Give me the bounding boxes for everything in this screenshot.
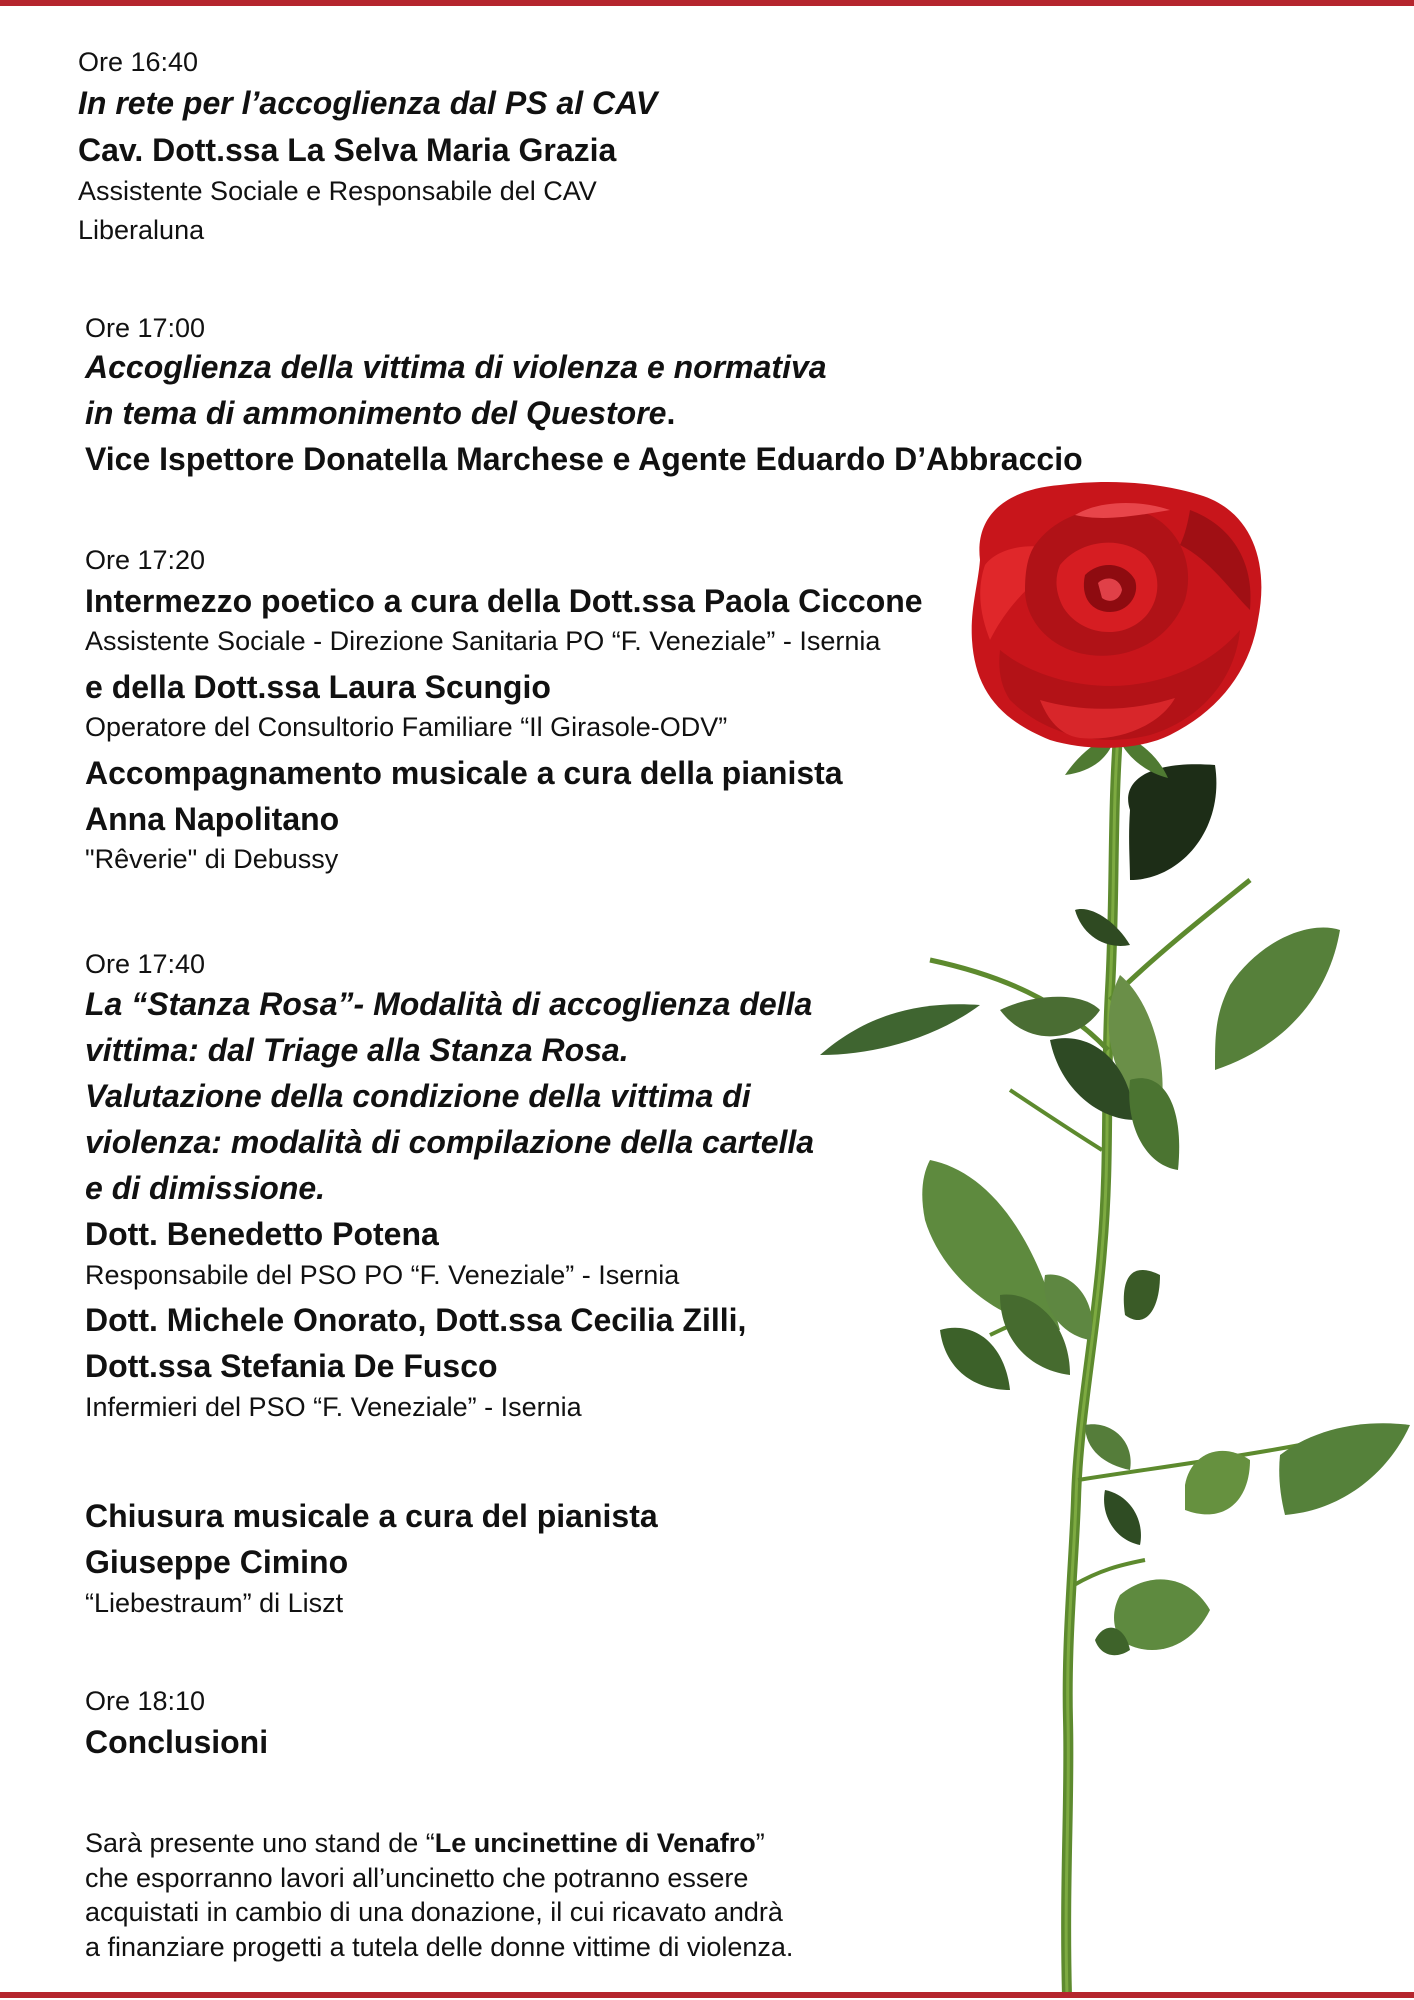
speaker-potena: Dott. Benedetto Potena: [85, 1216, 439, 1252]
pianist-napolitano: Anna Napolitano: [85, 801, 340, 837]
top-border: [0, 0, 1414, 6]
speakers-nurses-line2: Dott.ssa Stefania De Fusco: [85, 1348, 498, 1384]
speaker-role-nurses: Infermieri del PSO “F. Veneziale” - Isernia: [85, 1392, 582, 1422]
speaker-role-scungio: Operatore del Consultorio Familiare “Il Girasole-ODV”: [85, 712, 728, 742]
speakers-police: Vice Ispettore Donatella Marchese e Agente Eduardo D’Abbraccio: [85, 441, 1083, 477]
stand-line-1: [85, 1826, 793, 1861]
talk-title-1: In rete per l’accoglienza dal PS al CAV: [78, 85, 658, 121]
talk-title-4-line1: La “Stanza Rosa”- Modalità di accoglienza della: [85, 986, 813, 1022]
music-accompaniment: Accompagnamento musicale a cura della pianista: [85, 755, 843, 791]
time-1700: Ore 17:00: [85, 313, 206, 343]
time-1740: Ore 17:40: [85, 949, 206, 979]
speaker-la-selva: Cav. Dott.ssa La Selva Maria Grazia: [78, 132, 617, 168]
talk-title-2-line2: [85, 397, 675, 429]
conclusions-title: Conclusioni: [85, 1724, 269, 1760]
time-1810: Ore 18:10: [85, 1686, 206, 1716]
bottom-border: [0, 1992, 1414, 1998]
talk-title-2-line2-text: in tema di ammonimento del Questore: [85, 395, 667, 431]
time-1640: Ore 16:40: [78, 47, 199, 77]
talk-title-4-line5: e di dimissione.: [85, 1170, 326, 1206]
speakers-nurses-line1: Dott. Michele Onorato, Dott.ssa Cecilia Zilli,: [85, 1302, 747, 1338]
stand-line-3: acquistati in cambio di una donazione, il cui ricavato andrà: [85, 1897, 783, 1927]
stand-line-1-pre: Sarà presente uno stand de “: [85, 1828, 435, 1858]
stand-line-2: che esporranno lavori all’uncinetto che potranno essere: [85, 1862, 749, 1893]
talk-title-4-line4: violenza: modalità di compilazione della cartella: [85, 1124, 815, 1160]
music-closing: Chiusura musicale a cura del pianista: [85, 1498, 658, 1534]
talk-title-2-period: .: [666, 395, 676, 431]
stand-name: Le uncinettine di Venafro: [434, 1828, 756, 1858]
piece-debussy: "Rêverie" di Debussy: [85, 844, 339, 874]
talk-title-4-line2: vittima: dal Triage alla Stanza Rosa.: [85, 1032, 629, 1068]
talk-title-2-line1: Accoglienza della vittima di violenza e normativa: [85, 349, 827, 385]
stand-line-1-post: ”: [755, 1828, 765, 1858]
speaker-scungio: e della Dott.ssa Laura Scungio: [85, 669, 551, 705]
piece-liszt: “Liebestraum” di Liszt: [85, 1588, 344, 1618]
stand-line-4: a finanziare progetti a tutela delle donne vittime di violenza.: [85, 1931, 794, 1962]
red-rose-icon: [810, 470, 1414, 1996]
speaker-role-ciccone: Assistente Sociale - Direzione Sanitaria PO “F. Veneziale” - Isernia: [85, 626, 881, 656]
time-1720: Ore 17:20: [85, 545, 206, 575]
speaker-ciccone: Intermezzo poetico a cura della Dott.ssa Paola Ciccone: [85, 583, 923, 619]
pianist-cimino: Giuseppe Cimino: [85, 1544, 349, 1580]
talk-title-4-line3: Valutazione della condizione della vittima di: [85, 1078, 751, 1114]
speaker-role-potena: Responsabile del PSO PO “F. Veneziale” - Isernia: [85, 1260, 680, 1290]
speaker-org-1: Liberaluna: [78, 215, 205, 245]
speaker-role-1: Assistente Sociale e Responsabile del CAV: [78, 176, 597, 206]
stand-announcement: [85, 1826, 793, 1964]
